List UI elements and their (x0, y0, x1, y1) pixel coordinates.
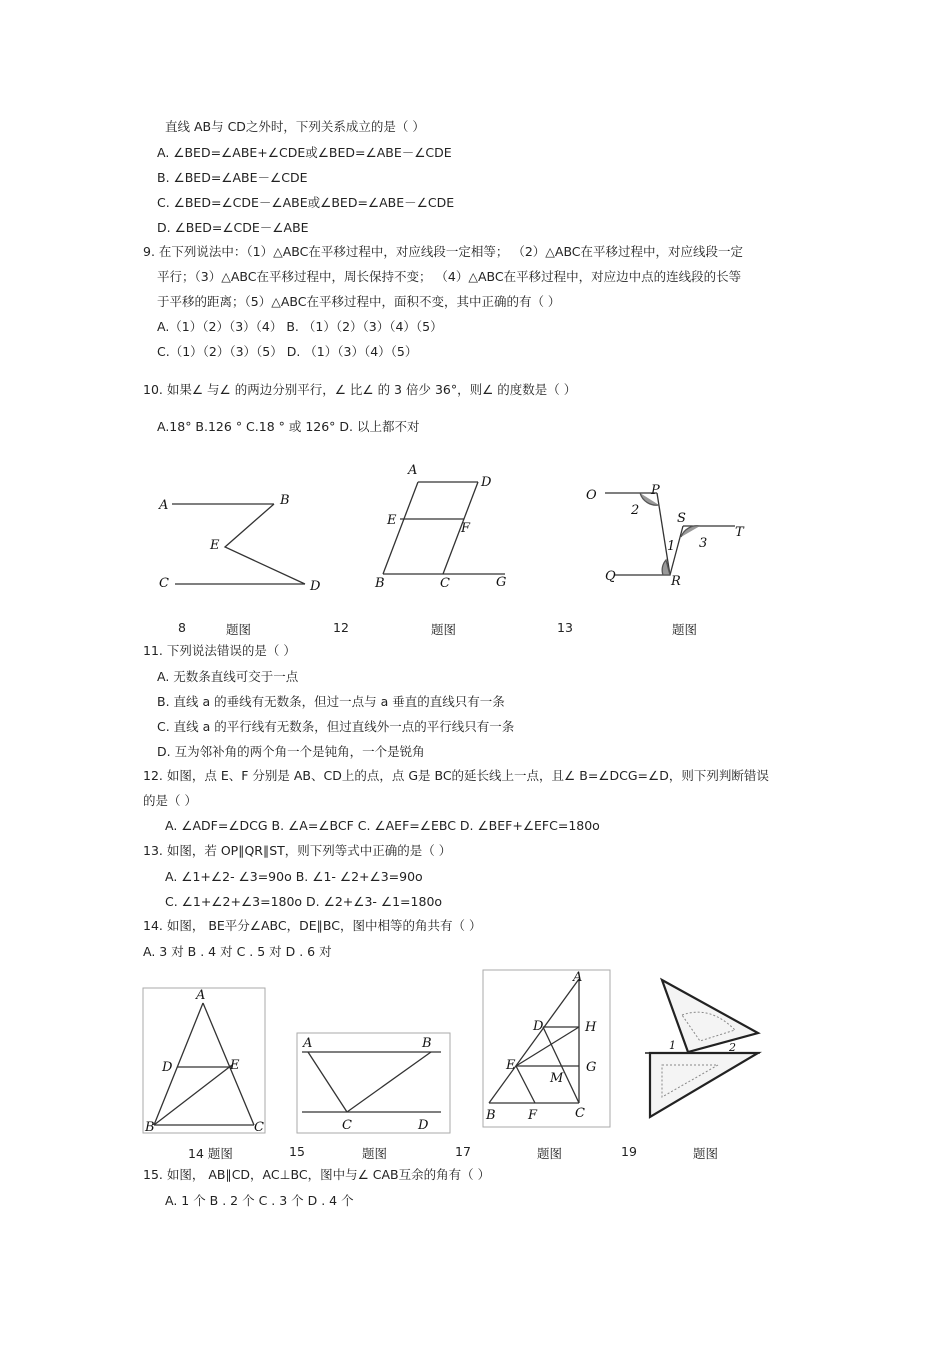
fig15-label-d: D (418, 1118, 429, 1133)
q9-options-ab: A.（1）（2）（3）（4） B. （1）（2）（3）（4）（5） (157, 319, 443, 334)
q15-stem: 15. 如图， AB∥CD，AC⊥BC，图中与∠ CAB互余的角有（ ） (143, 1167, 491, 1182)
fig17-label-b: B (486, 1108, 496, 1123)
q14-stem: 14. 如图， BE平分∠ABC，DE∥BC，图中相等的角共有（ ） (143, 918, 482, 933)
q8-option-a: A. ∠BED=∠ABE+∠CDE或∠BED=∠ABE－∠CDE (157, 145, 452, 160)
fig15-label-b: B (422, 1036, 432, 1051)
q11-option-a: A. 无数条直线可交于一点 (157, 669, 299, 684)
fig14-label-e: E (230, 1058, 240, 1073)
q10-options: A.18° B.126 ° C.18 ° 或 126° D. 以上都不对 (157, 419, 420, 434)
caption-fig17-num: 17 (455, 1144, 471, 1159)
fig15-label-a: A (303, 1036, 313, 1051)
q13-stem: 13. 如图，若 OP∥QR∥ST，则下列等式中正确的是（ ） (143, 843, 452, 858)
fig13-label-1: 1 (667, 539, 676, 554)
caption-fig15-num: 15 (289, 1144, 305, 1159)
fig14-label-b: B (145, 1120, 155, 1135)
fig17-label-h: H (585, 1020, 597, 1035)
figure-15 (296, 1032, 452, 1135)
fig19-label-2: 2 (729, 1041, 736, 1054)
fig17-label-e: E (506, 1058, 516, 1073)
q11-option-b: B. 直线 a 的垂线有无数条，但过一点与 a 垂直的直线只有一条 (157, 694, 505, 709)
fig12-label-g: G (496, 575, 507, 590)
fig13-label-o: O (586, 488, 597, 503)
fig12-label-e: E (387, 513, 397, 528)
q13-options-cd: C. ∠1+∠2+∠3=180o D. ∠2+∠3- ∠1=180o (165, 894, 443, 909)
fig13-label-p: P (651, 483, 660, 498)
q12-line-2: 的是（ ） (143, 793, 197, 808)
caption-fig17-text: 题图 (537, 1146, 563, 1161)
fig17-label-f: F (528, 1108, 538, 1123)
q8-stem-tail: 直线 AB与 CD之外时，下列关系成立的是（ ） (165, 119, 425, 134)
figure-13 (580, 475, 760, 590)
figure-14 (142, 987, 267, 1135)
fig17-label-m: M (550, 1071, 564, 1086)
caption-fig15-text: 题图 (362, 1146, 388, 1161)
q8-option-b: B. ∠BED=∠ABE－∠CDE (157, 170, 308, 185)
caption-fig19-num: 19 (621, 1144, 637, 1159)
fig14-label-d: D (162, 1060, 173, 1075)
fig8-label-d: D (310, 579, 321, 594)
q11-stem: 11. 下列说法错误的是（ ） (143, 643, 296, 658)
fig12-label-a: A (408, 463, 418, 478)
fig12-label-d: D (481, 475, 492, 490)
q11-option-c: C. 直线 a 的平行线有无数条，但过直线外一点的平行线只有一条 (157, 719, 515, 734)
fig12-label-b: B (375, 576, 385, 590)
q13-options-ab: A. ∠1+∠2- ∠3=90o B. ∠1- ∠2+∠3=90o (165, 869, 423, 884)
fig8-label-e: E (210, 538, 220, 553)
fig15-label-c: C (342, 1118, 352, 1133)
figure-8 (150, 480, 340, 600)
fig14-label-a: A (196, 988, 206, 1003)
q10-stem: 10. 如果∠ 与∠ 的两边分别平行，∠ 比∠ 的 3 倍少 36°，则∠ 的度数是（ ） (143, 382, 577, 397)
fig13-label-r: R (671, 574, 681, 589)
q9-options-cd: C.（1）（2）（3）（5） D. （1）（3）（4）（5） (157, 344, 418, 359)
q12-line-1: 12. 如图，点 E、F 分别是 AB、CD上的点，点 G是 BC的延长线上一点，且∠ B=∠DCG=∠D，则下列判断错误 (143, 768, 769, 783)
caption-fig8-text: 题图 (226, 622, 252, 637)
caption-fig19-text: 题图 (693, 1146, 719, 1161)
q9-line-1: 9. 在下列说法中：（1）△ABC在平移过程中，对应线段一定相等； （2）△ABC在平移过程中，对应线段一定 (143, 244, 744, 259)
fig8-label-b: B (280, 493, 290, 508)
q9-line-2: 平行；（3）△ABC在平移过程中，周长保持不变； （4）△ABC在平移过程中，对应边中点的连线段的长等 (157, 269, 742, 284)
fig13-label-q: Q (605, 569, 616, 584)
fig12-label-f: F (461, 521, 471, 536)
caption-fig12-text: 题图 (431, 622, 457, 637)
fig13-label-3: 3 (699, 536, 708, 551)
caption-fig12-num: 12 (333, 620, 349, 635)
fig14-label-c: C (254, 1120, 264, 1135)
fig17-label-c: C (575, 1106, 585, 1121)
fig17-label-d: D (533, 1019, 544, 1034)
caption-fig13-num: 13 (557, 620, 573, 635)
q12-options: A. ∠ADF=∠DCG B. ∠A=∠BCF C. ∠AEF=∠EBC D. ∠BEF+∠EFC=180o (165, 818, 600, 833)
fig13-label-t: T (735, 525, 744, 540)
fig13-label-2: 2 (631, 503, 640, 518)
figure-19 (640, 975, 765, 1125)
fig8-label-a: A (159, 498, 169, 513)
caption-fig14: 14 题图 (188, 1146, 233, 1161)
q8-option-d: D. ∠BED=∠CDE－∠ABE (157, 220, 309, 235)
fig12-label-c: C (440, 576, 450, 590)
q8-option-c: C. ∠BED=∠CDE－∠ABE或∠BED=∠ABE－∠CDE (157, 195, 455, 210)
fig19-label-1: 1 (669, 1039, 676, 1052)
caption-fig13-text: 题图 (672, 622, 698, 637)
caption-fig8-num: 8 (178, 620, 186, 635)
q9-line-3: 于平移的距离；（5）△ABC在平移过程中，面积不变，其中正确的有（ ） (157, 294, 561, 309)
q15-options: A. 1 个 B . 2 个 C . 3 个 D . 4 个 (165, 1193, 354, 1208)
fig8-label-c: C (159, 576, 169, 591)
figure-17 (482, 969, 612, 1129)
figure-12 (370, 460, 520, 590)
fig17-label-a: A (573, 970, 583, 985)
fig13-label-s: S (677, 511, 686, 526)
fig17-label-g: G (586, 1060, 597, 1075)
q11-option-d: D. 互为邻补角的两个角一个是钝角，一个是锐角 (157, 744, 425, 759)
q14-options: A. 3 对 B . 4 对 C . 5 对 D . 6 对 (143, 944, 332, 959)
